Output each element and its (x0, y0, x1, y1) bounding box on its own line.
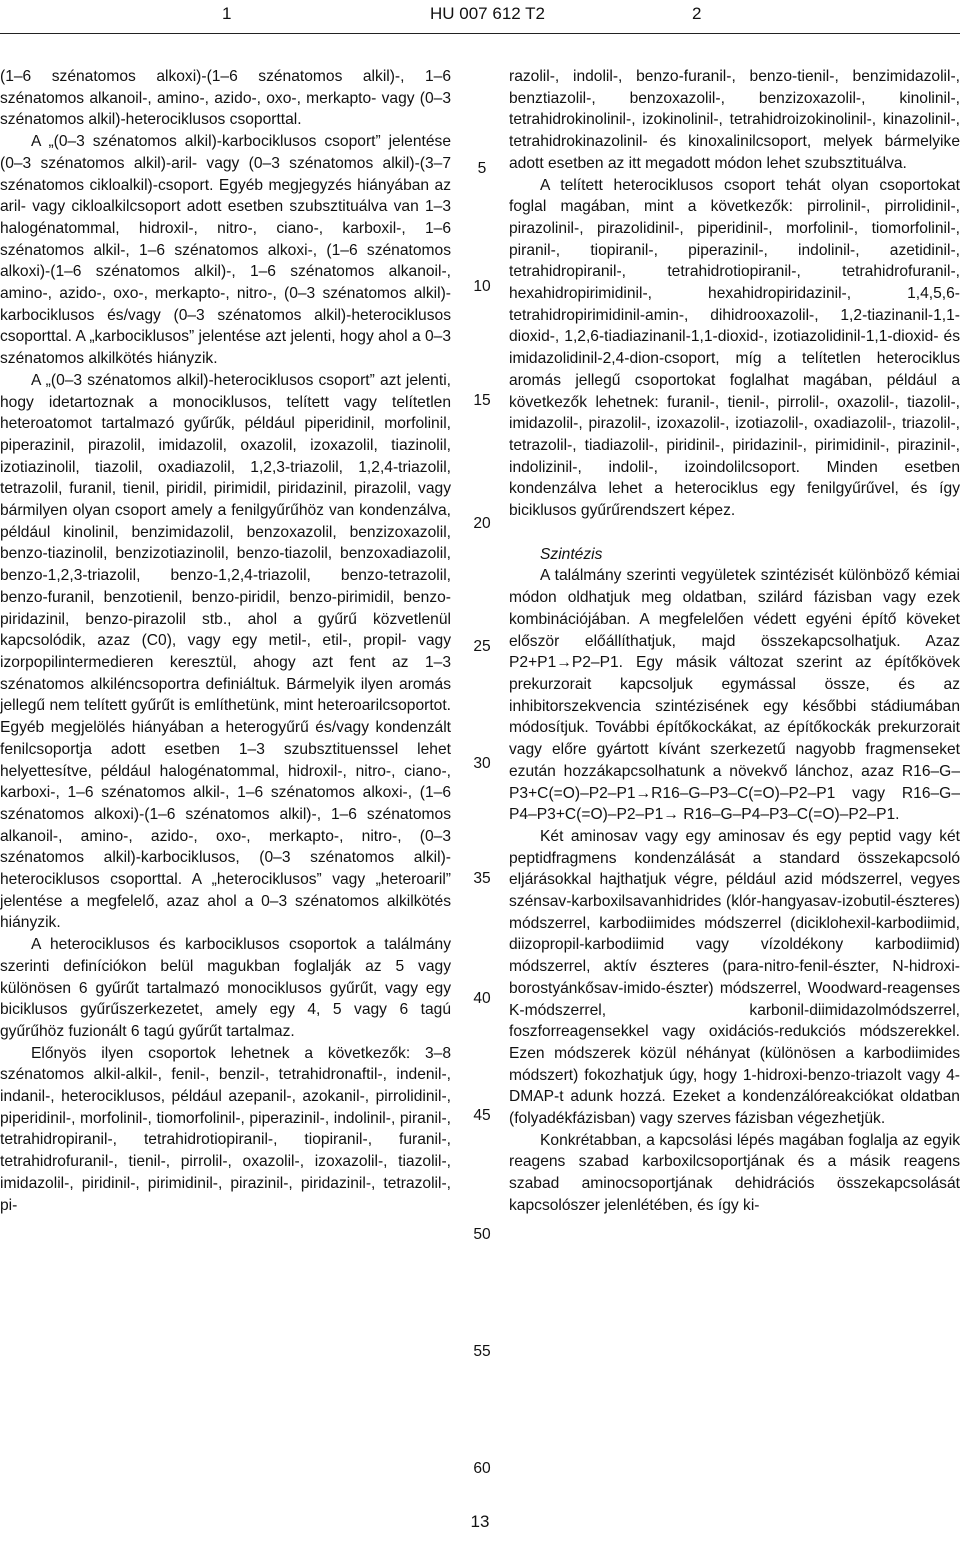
paragraph: A „(0–3 szénatomos alkil)-heterociklusos csoport” azt jelenti, hogy idetartoznak a monociklusos, telített vagy telítetlen heteroatomot tartalmazó gyűrűk, például piperidinil, morfolinil, piperazinil, pirazolil, imidazolil, oxazolil, izoxazolil, tiazinolil, izotiazinolil, tiazolil, oxadiazolil, 1,2,3-triazolil, 1,2,4-triazolil, tetrazolil, furanil, tienil, piridil, pirimidil, piridazinil, pirazolil, vagy bármilyen olyan csoport amely a fenilgyűrűhöz van kondenzálva, például kinolinil, benzimidazolil, benzoxazolil, benzizoxazolil, benzo-tiazinolil, benzizotiazinolil, benzo-tiazolil, benzoxadiazolil, benzo-1,2,3-triazolil, benzo-1,2,4-triazolil, benzo-tetrazolil, benzo-furanil, benzotienil, benzo-piridil, benzo-pirimidil, benzo-piridazinil, benzo-pirazolil stb., ahol a gyűrű közvetlenül kapcsolódik, azaz (C0), vagy egy metil-, etil-, propil- vagy izorpopilintermedieren keresztül, ahogy azt fent az 1–3 szénatomos alkiléncsoportra definiáltuk. Bármelyik ilyen aromás jellegű nem telített gyűrűt is említhetünk, mint heteroarilcsoportot. Egyéb megjelölés hiányában a heterogyűrű és/vagy kondenzált fenilcsoportja adott esetben 1–3 szubsztituenssel lehet helyettesítve, például halogénatommal, hidroxil-, nitro-, ciano-, karboxi-, 1–6 szénatomos alkil-, 1–6 szénatomos alkoxi-, (1–6 szénatomos alkoxi)-(1–6 szénatomos alkil)-, 1–6 szénatomos alkanoil-, amino-, azido-, oxo-, merkapto-, nitro-, (0–3 szénatomos alkil)-karbociklusos, (0–3 szénatomos alkil)-heterociklusos csoporttal. A „heterociklusos” vagy „heteroaril” jelentése a megfelelő, azaz ahol a 0–3 szénatomos alkilkötés hiányzik. (0, 371, 451, 932)
line-number: 40 (473, 990, 491, 1007)
paragraph: (1–6 szénatomos alkoxi)-(1–6 szénatomos alkil)-, 1–6 szénatomos alkanoil-, amino-, azido-, oxo-, merkapto- vagy (0–3 szénatomos alkil)-heterociklusos csoporttal. (0, 68, 451, 129)
line-number: 60 (473, 1460, 491, 1477)
line-number: 35 (473, 870, 491, 887)
paragraph: Konkrétabban, a kapcsolási lépés magában foglalja az egyik reagens szabad karboxilcsoportjának és a másik reagens szabad aminocsoportjának dehidrációs összekapcsolását kapcsolószer jelenlétében, és így ki- (509, 1131, 960, 1214)
page-header (0, 4, 960, 26)
paragraph: A „(0–3 szénatomos alkil)-karbociklusos csoport” jelentése (0–3 szénatomos alkil)-aril- vagy (0–3 szénatomos alkil)-(3–7 szénatomos cikloalkil)-csoport. Egyéb megjegyzés hiányában az aril- vagy cikloalkilcsoport adott esetben szubsztituálva van 1–3 halogénatommal, hidroxil-, nitro-, ciano-, karboxil-, 1–6 szénatomos alkil-, 1–6 szénatomos alkoxi-, (1–6 szénatomos alkoxi)-(1–6 szénatomos alkil)-, 1–6 szénatomos alkanoil-, amino-, azido-, oxo-, merkapto-, nitro-, (0–3 szénatomos alkil)-karbociklusos és/vagy (0–3 szénatomos alkil)-heterociklusos csoporttal. A „karbociklusos” jelentése azt jelenti, hogy ahol a 0–3 szénatomos alkilkötés hiányzik. (0, 133, 451, 368)
page-number-right: 2 (692, 4, 702, 23)
paragraph: A telített heterociklusos csoport tehát olyan csoportokat foglal magában, mint a következők: pirrolinil-, pirrolidinil-, pirazolinil-, pirazolidinil-, piperidinil-, morfolinil-, tiomorfolinil-, piranil-, tiopiranil-, piperazinil-, indolinil-, azetidinil-, tetrahidropiranil-, tetrahidrotiopiranil-, tetrahidrofuranil-, hexahidropirimidinil-, hexahidropiridazinil-, 1,4,5,6-tetrahidropirimidinil-amin-, dihidrooxazolil-, 1,2-tiazinanil-1,1-dioxid-, 1,2,6-tiadiazinanil-1,1-dioxid-, izotiazolidinil-1,1-dioxid- és imidazolidinil-2,4-dion-csoport, míg a telítetlen heterociklus aromás jellegű csoportokat foglalhat magában, például a következők lehetnek: furanil-, tienil-, pirrolil-, oxazolil-, tiazolil-, imidazolil-, pirazolil-, izoxazolil-, izotiazolil-, oxadiazolil-, triazolil-, tetrazolil-, tiadiazolil-, piridinil-, piridazinil-, pirimidinil-, pirazinil-, indolizinil-, indolil-, izoindolilcsoport. Minden esetben kondenzálva lehet a heterociklus egy fenilgyűrűvel, és így biciklusos gyűrűrendszert képez. (509, 176, 960, 520)
page-footer-number: 13 (470, 1512, 490, 1531)
paragraph: Előnyös ilyen csoportok lehetnek a következők: 3–8 szénatomos alkil-alkil-, fenil-, benzil-, tetrahidronaftil-, indenil-, indanil-, heterociklusos, például azepanil-, azokanil-, pirrolidinil-, piperidinil-, morfolinil-, tiomorfolinil-, piperazinil-, indolinil-, piranil-, tetrahidropiranil-, tetrahidrotiopiranil-, tiopiranil-, furanil-, tetrahidrofuranil-, tienil-, pirrolil-, oxazolil-, izoxazolil-, tiazolil-, imidazolil-, piridinil-, pirimidinil-, pirazinil-, piridazinil-, tetrazolil-, pi- (0, 1044, 451, 1214)
line-number: 50 (473, 1226, 491, 1243)
page-number-left: 1 (222, 4, 232, 23)
paragraph: Két aminosav vagy egy aminosav és egy peptid vagy két peptidfragmens kondenzálását a standard összekapcsoló eljárásokkal hajthatjuk végre, például azid módszerrel, vegyes szénsav-karboxilsavanhidrides (klór-hangyasav-izobutil-észteres) módszerrel, karbodiimides módszerrel (diciklohexil-karbodiimid, diizopropil-karbodiimid vagy vízoldékony karbodiimid) módszerrel, aktív észteres (para-nitro-fenil-észter, N-hidroxi-borostyánkősav-imido-észter) módszerrel, Woodward-reagenses K-módszerrel, karbonil-diimidazolmódszerrel, foszforreagensekkel vagy oxidációs-redukciós módszerekkel. Ezen módszerek közül néhányat (különösen a karbodiimides módszert) fokozhatjuk úgy, hogy 1-hidroxi-benzo-triazolt vagy 4-DMAP-t adunk hozzá. Ezeket a kondenzálóreakciókat oldatban (folyadékfázisban) vagy szerves fázisban végezhetjük. (509, 827, 960, 1128)
line-number: 30 (473, 755, 491, 772)
patent-number: HU 007 612 T2 (430, 4, 545, 23)
line-number: 15 (473, 392, 491, 409)
line-number: 45 (473, 1107, 491, 1124)
left-column (0, 66, 451, 1216)
line-number: 25 (473, 638, 491, 655)
line-number: 55 (473, 1343, 491, 1360)
line-number: 20 (473, 515, 491, 532)
line-number: 10 (473, 278, 491, 295)
header-rule (0, 33, 960, 34)
section-heading: Szintézis (540, 545, 603, 563)
line-number: 5 (477, 160, 487, 177)
paragraph: razolil-, indolil-, benzo-furanil-, benzo-tienil-, benzimidazolil-, benztiazolil-, benzoxazolil-, benzizoxazolil-, kinolinil-, tetrahidrokinolinil-, izokinolinil-, tetrahidroizokinolinil-, kinazolinil-, tetrahidrokinazolinil- és kinoxalinilcsoport, melyek bármelyike adott esetben az itt megadott módon lehet szubsztituálva. (509, 68, 960, 172)
right-column (509, 66, 960, 1217)
paragraph: A találmány szerinti vegyületek szintézisét különböző kémiai módon oldhatjuk meg oldatban, szilárd fázisban vagy ezek kombinációjában. A megfelelően védett egyéni építő köveket először előállíthatjuk, majd összekapcsolhatjuk. Azaz P2+P1→P2–P1. Egy másik változat szerint az építőkövek prekurzorait kapcsoljuk egymással össze, és az inhibitorszekvencia szintézisének egy későbbi stádiumában módosítjuk. További építőkockákat, az építőkockák prekurzorait vagy előre gyártott kívánt szerkezetű nagyobb fragmenseket ezután hozzákapcsolhatunk a növekvő lánchoz, azaz R16–G–P3+C(=O)–P2–P1→R16–G–P3–C(=O)–P2–P1 vagy R16–G–P4–P3+C(=O)–P2–P1→ R16–G–P4–P3–C(=O)–P2–P1. (509, 567, 960, 824)
paragraph: A heterociklusos és karbociklusos csoportok a találmány szerinti definíciókon belül magukban foglalják az 5 vagy különösen 6 gyűrűt tartalmazó monociklusos gyűrűt, vagy egy biciklusos gyűrűszerkezetet, amely egy 4, 5 vagy 6 tagú gyűrűhöz fuzionált 6 tagú gyűrűt tartalmaz. (0, 936, 451, 1040)
